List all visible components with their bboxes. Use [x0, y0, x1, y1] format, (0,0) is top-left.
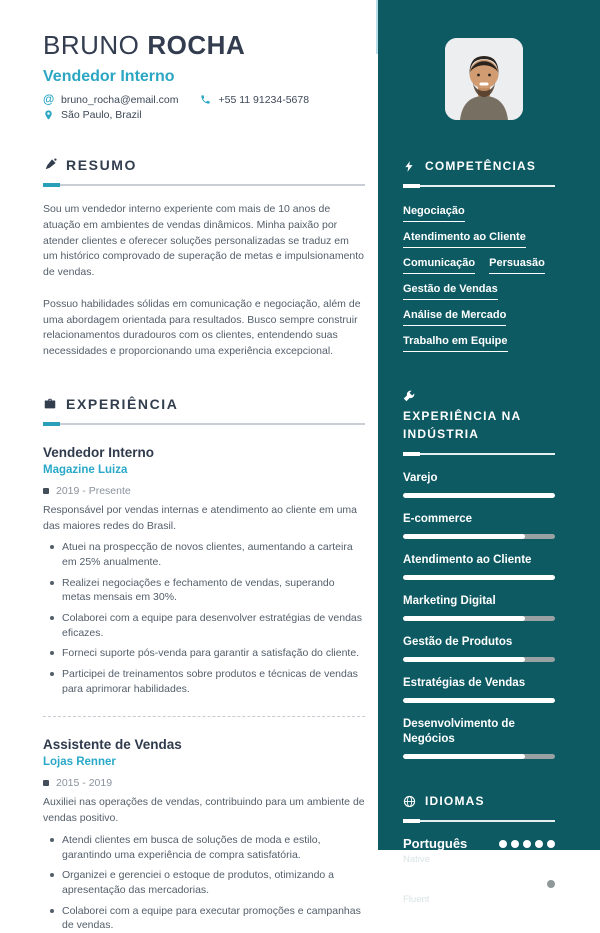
skill-tag: Negociação: [403, 205, 465, 222]
industria-heading-line1: EXPERIÊNCIA NA: [403, 409, 522, 424]
job-title: Vendedor Interno: [43, 444, 155, 460]
profile-photo: [445, 38, 523, 120]
section-experiencia: [43, 396, 365, 933]
section-rule: [43, 184, 365, 186]
competencias-heading: COMPETÊNCIAS: [425, 159, 537, 173]
level-dot: [547, 880, 555, 888]
email-text: bruno_rocha@email.com: [61, 94, 179, 106]
industry-item: [403, 471, 555, 498]
job-bullet: Forneci suporte pós-venda para garantir a satisfação do cliente.: [43, 646, 365, 661]
level-dot: [511, 880, 519, 888]
job-bullets: [43, 833, 365, 933]
level-dot: [499, 880, 507, 888]
bolt-icon: [403, 160, 416, 173]
jobs-divider: [43, 716, 365, 717]
job-entry: [43, 445, 365, 697]
industry-item: [403, 512, 555, 539]
experiencia-heading: EXPERIÊNCIA: [66, 395, 179, 412]
level-dot: [535, 880, 543, 888]
calendar-icon: [43, 780, 49, 786]
industry-level-fill: [403, 493, 555, 498]
job-bullet: Colaborei com a equipe para executar promoções e campanhas de vendas.: [43, 904, 365, 933]
first-name: BRUNO: [43, 30, 140, 60]
industry-label: E-commerce: [403, 513, 473, 526]
skill-tag: Comunicação: [403, 257, 475, 274]
industry-level-bar: [403, 493, 555, 498]
section-rule: [403, 185, 555, 187]
globe-icon: [403, 795, 416, 808]
job-bullet: Atuei na prospecção de novos clientes, aumentando a carteira em 25% anualmente.: [43, 540, 365, 569]
section-idiomas: [403, 793, 555, 905]
industry-level-fill: [403, 698, 555, 703]
industry-level-bar: [403, 657, 555, 662]
job-summary: Auxiliei nas operações de vendas, contribuindo para um ambiente de vendas positivo.: [43, 796, 365, 825]
pen-icon: [43, 158, 57, 172]
contact-email: [43, 94, 178, 106]
skill-tag: Análise de Mercado: [403, 309, 506, 326]
section-rule: [403, 453, 555, 455]
level-dot: [499, 840, 507, 848]
section-resumo: [43, 157, 365, 360]
company-name: Lojas Renner: [43, 756, 116, 769]
resumo-paragraph: Possuo habilidades sólidas em comunicação e negociação, além de uma abordagem orientada para resultados. Busco sempre construir relacionamentos duradouros com os clientes, entendendo suas necessidades e proporcionando uma experiência excepcional.: [43, 297, 361, 357]
language-item: [403, 876, 555, 905]
level-dot: [511, 840, 519, 848]
industry-item: [403, 676, 555, 703]
industry-item: [403, 594, 555, 621]
skill-tag: Atendimento ao Cliente: [403, 231, 526, 248]
phone-text: +55 11 91234-5678: [218, 94, 310, 106]
contact-location: [43, 109, 142, 121]
job-bullet: Organizei e gerenciei o estoque de produtos, otimizando a apresentação das mercadorias.: [43, 868, 365, 897]
industry-level-fill: [403, 534, 525, 539]
job-bullet: Colaborei com a equipe para desenvolver estratégias de vendas eficazes.: [43, 611, 365, 640]
industry-level-fill: [403, 657, 525, 662]
location-text: São Paulo, Brazil: [61, 109, 142, 121]
location-pin-icon: [43, 109, 55, 121]
industry-level-bar: [403, 754, 555, 759]
wrench-icon: [403, 390, 555, 402]
skill-tag: Persuasão: [489, 257, 545, 274]
industry-label: Gestão de Produtos: [403, 635, 513, 648]
resume-main-column: [43, 30, 365, 933]
section-competencias: [403, 158, 555, 352]
language-name: Português: [403, 836, 468, 852]
job-period: 2015 - 2019: [43, 777, 365, 789]
job-title: Assistente de Vendas: [43, 737, 182, 753]
person-name: [43, 30, 365, 61]
resumo-paragraphs: [43, 202, 365, 360]
job-summary: Responsável por vendas internas e atendimento ao cliente em uma das maiores redes do Brasil.: [43, 503, 358, 532]
language-level-label: Native: [403, 854, 430, 866]
last-name: ROCHA: [147, 30, 246, 60]
calendar-icon: [43, 488, 49, 494]
industry-label: Estratégias de Vendas: [403, 676, 526, 689]
section-industria: [403, 390, 555, 758]
skill-tag: Trabalho em Equipe: [403, 335, 508, 352]
languages-list: [403, 836, 555, 905]
level-dot: [535, 840, 543, 848]
industry-item: [403, 635, 555, 662]
resumo-heading: RESUMO: [66, 157, 138, 173]
language-name: Inglês: [403, 876, 441, 892]
phone-icon: [200, 94, 212, 106]
job-bullet: Atendi clientes em busca de soluções de moda e estilo, garantindo uma experiência de compra satisfatória.: [43, 833, 365, 862]
contact-block: [43, 94, 365, 121]
industry-label: Varejo: [403, 472, 438, 485]
language-level-dots: [499, 880, 555, 888]
skill-tag: Gestão de Vendas: [403, 283, 498, 300]
person-job-title: Vendedor Interno: [43, 68, 175, 85]
job-bullets: [43, 540, 365, 696]
industry-item: [403, 717, 555, 759]
language-level-label: Fluent: [403, 894, 430, 906]
briefcase-icon: [43, 397, 57, 411]
level-dot: [523, 880, 531, 888]
level-dot: [523, 840, 531, 848]
skills-list: [403, 205, 555, 352]
language-level-dots: [499, 840, 555, 848]
industry-label: Marketing Digital: [403, 594, 496, 607]
industry-level-bar: [403, 575, 555, 580]
job-bullet: Realizei negociações e fechamento de vendas, superando metas mensais em 30%.: [43, 576, 365, 605]
language-item: [403, 836, 555, 865]
sidebar: [378, 0, 600, 906]
industry-level-fill: [403, 754, 525, 759]
level-dot: [547, 840, 555, 848]
job-entry: [43, 737, 365, 933]
contact-phone: [200, 94, 309, 106]
industry-item: [403, 553, 555, 580]
industry-level-bar: [403, 534, 555, 539]
industry-level-bar: [403, 698, 555, 703]
industria-heading-line2: INDÚSTRIA: [403, 426, 480, 441]
resumo-paragraph: Sou um vendedor interno experiente com mais de 10 anos de atuação em ambientes de vendas dinâmicos. Minha paixão por atender clientes e oferecer soluções personalizadas se traduz em um histórico comprovado de superação de metas e impulsionamento de vendas.: [43, 203, 365, 278]
at-icon: @: [43, 94, 55, 106]
job-period: 2019 - Presente: [43, 485, 365, 497]
section-rule: [43, 423, 365, 425]
industry-list: [403, 471, 555, 759]
idiomas-heading: IDIOMAS: [425, 793, 485, 808]
section-rule: [403, 820, 555, 822]
industry-label: Desenvolvimento de Negócios: [403, 717, 515, 745]
company-name: Magazine Luiza: [43, 463, 128, 476]
job-bullet: Participei de treinamentos sobre produtos e técnicas de vendas para aprimorar habilidades.: [43, 667, 365, 696]
industry-level-fill: [403, 575, 555, 580]
industry-level-fill: [403, 616, 525, 621]
industry-label: Atendimento ao Cliente: [403, 554, 532, 567]
industry-level-bar: [403, 616, 555, 621]
